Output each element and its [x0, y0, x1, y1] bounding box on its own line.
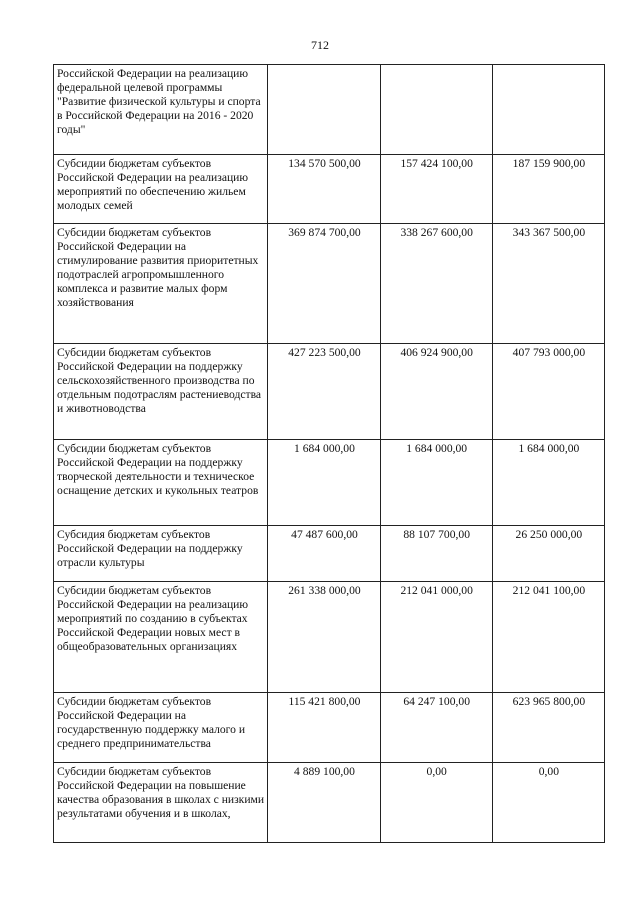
row-name: Субсидия бюджетам субъектов Российской Федерации на поддержку отрасли культуры — [54, 526, 268, 582]
row-value-3: 407 793 000,00 — [492, 344, 604, 440]
row-value-1: 4 889 100,00 — [268, 763, 380, 843]
row-value-2: 406 924 900,00 — [380, 344, 492, 440]
row-value-2: 88 107 700,00 — [380, 526, 492, 582]
table-row — [54, 155, 605, 224]
budget-table — [53, 64, 605, 843]
table-row — [54, 224, 605, 344]
row-value-2 — [380, 65, 492, 155]
row-value-1 — [268, 65, 380, 155]
table-row — [54, 582, 605, 693]
row-value-1: 427 223 500,00 — [268, 344, 380, 440]
row-name: Субсидии бюджетам субъектов Российской Федерации на поддержку творческой деятельности и техническое оснащение детских и кукольных театров — [54, 440, 268, 526]
row-name: Субсидии бюджетам субъектов Российской Федерации на реализацию мероприятий по обеспечению жильем молодых семей — [54, 155, 268, 224]
row-value-3: 0,00 — [492, 763, 604, 843]
row-value-2: 1 684 000,00 — [380, 440, 492, 526]
row-name: Субсидии бюджетам субъектов Российской Федерации на государственную поддержку малого и среднего предпринимательства — [54, 693, 268, 763]
row-value-3 — [492, 65, 604, 155]
row-value-1: 369 874 700,00 — [268, 224, 380, 344]
row-value-1: 115 421 800,00 — [268, 693, 380, 763]
row-value-3: 26 250 000,00 — [492, 526, 604, 582]
row-value-1: 47 487 600,00 — [268, 526, 380, 582]
row-value-2: 212 041 000,00 — [380, 582, 492, 693]
row-value-2: 338 267 600,00 — [380, 224, 492, 344]
row-name: Субсидии бюджетам субъектов Российской Федерации на поддержку сельскохозяйственного производства по отдельным подотраслям растениеводства и животноводства — [54, 344, 268, 440]
table-row — [54, 65, 605, 155]
row-value-3: 343 367 500,00 — [492, 224, 604, 344]
row-value-3: 212 041 100,00 — [492, 582, 604, 693]
table-row — [54, 440, 605, 526]
row-value-2: 64 247 100,00 — [380, 693, 492, 763]
row-value-3: 1 684 000,00 — [492, 440, 604, 526]
table-row — [54, 344, 605, 440]
row-name: Субсидии бюджетам субъектов Российской Федерации на реализацию мероприятий по созданию в субъектах Российской Федерации новых мест в общеобразовательных организациях — [54, 582, 268, 693]
table-row — [54, 763, 605, 843]
table-row — [54, 526, 605, 582]
table-row — [54, 693, 605, 763]
row-value-1: 261 338 000,00 — [268, 582, 380, 693]
row-value-2: 157 424 100,00 — [380, 155, 492, 224]
row-value-3: 623 965 800,00 — [492, 693, 604, 763]
row-name: Российской Федерации на реализацию федеральной целевой программы "Развитие физической культуры и спорта в Российской Федерации на 2016 - 2020 годы" — [54, 65, 268, 155]
page-number: 712 — [311, 38, 329, 52]
row-value-1: 1 684 000,00 — [268, 440, 380, 526]
row-value-2: 0,00 — [380, 763, 492, 843]
row-name: Субсидии бюджетам субъектов Российской Федерации на повышение качества образования в школах с низкими результатами обучения и в школах, — [54, 763, 268, 843]
row-name: Субсидии бюджетам субъектов Российской Федерации на стимулирование развития приоритетных подотраслей агропромышленного комплекса и развитие малых форм хозяйствования — [54, 224, 268, 344]
row-value-1: 134 570 500,00 — [268, 155, 380, 224]
row-value-3: 187 159 900,00 — [492, 155, 604, 224]
